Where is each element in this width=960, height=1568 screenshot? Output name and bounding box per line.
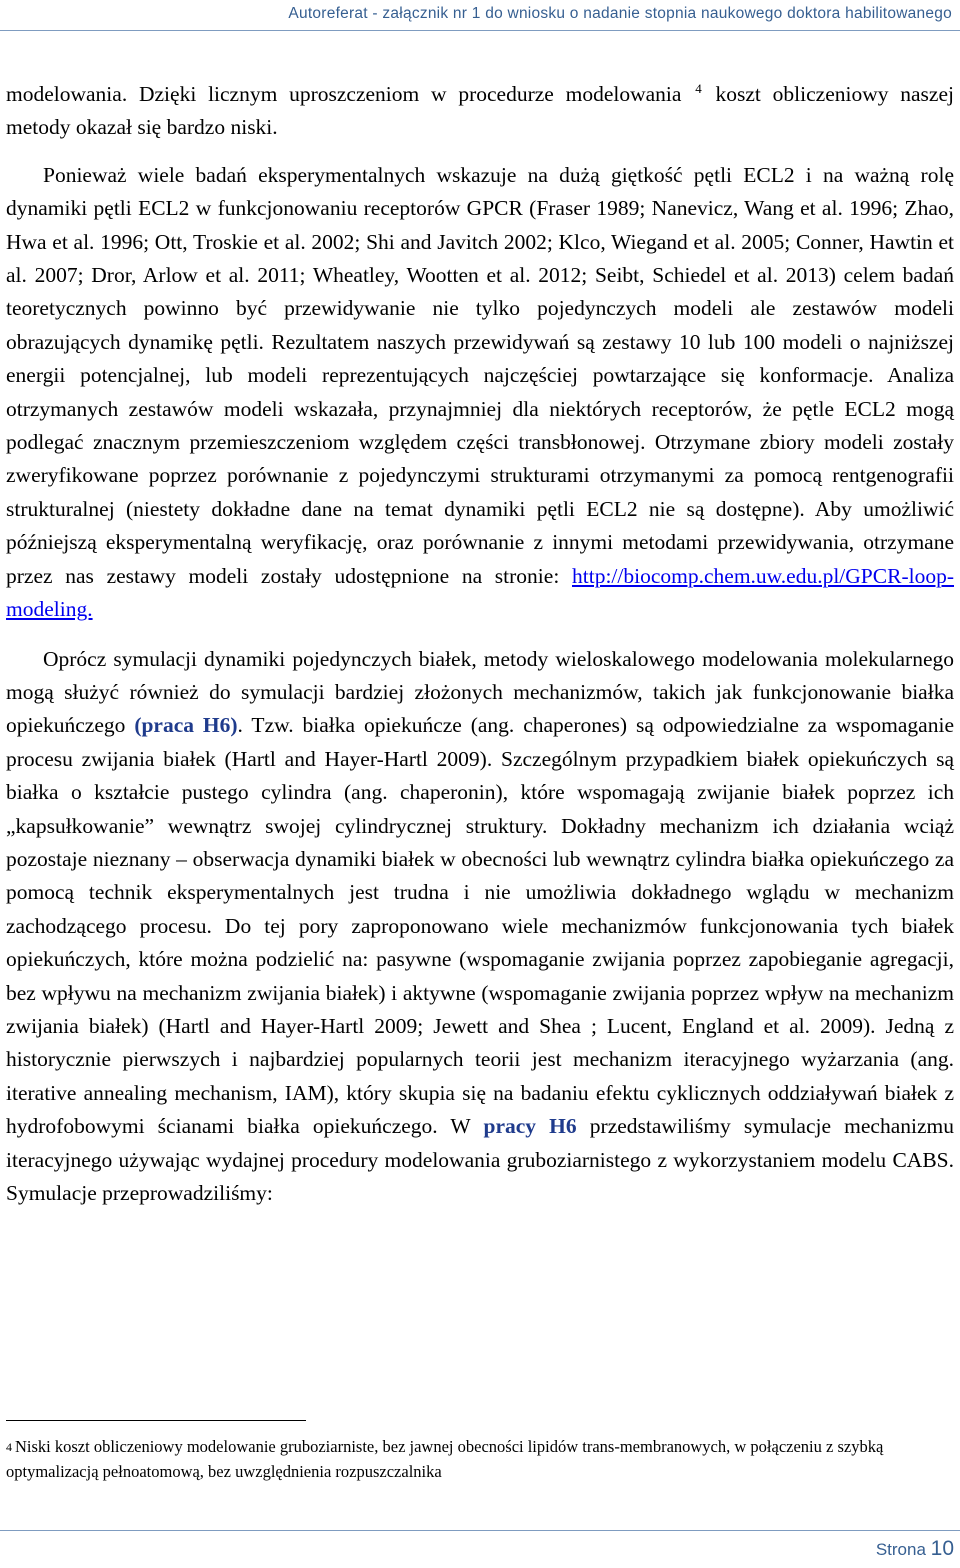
footnote-number: 4 xyxy=(6,1440,12,1454)
footnote-marker[interactable]: 4 xyxy=(695,81,702,96)
paragraph-ecl2: Ponieważ wiele badań eksperymentalnych wskazuje na dużą giętkość pętli ECL2 i na ważną rolę dynamiki pętli ECL2 w funkcjonowaniu receptorów GPCR (Fraser 1989; Nanevicz, Wang et al. 1996; Zhao, Hwa et al. 1996; Ott, Troskie et al. 2002; Shi and Javitch 2002; Klco, Wiegand et al. 2005; Conner, Hawtin et al. 2007; Dror, Arlow et al. 2011; Wheatley, Wootten et al. 2012; Seibt, Schiedel et al. 2013) celem badań teoretycznych powinno być przewidywanie nie tylko pojedynczych modeli ale zestawów modeli obrazujących dynamikę pętli. Rezultatem naszych przewidywań są zestawy 10 lub 100 modeli o najniższej energii potencjalnej, lub modeli reprezentujących najczęściej powtarzające się konformacje. Analiza otrzymanych zestawów modeli wskazała, przynajmniej dla niektórych receptorów, że pętle ECL2 mogą podlegać znacznym przemieszczeniom względem części transbłonowej. Otrzymane zbiory modeli zostały zweryfikowane poprzez porównanie z pojedynczymi strukturami otrzymanymi za pomocą rentgenografii strukturalnej (niestety dokładne dane na temat dynamiki pętli ECL2 nie są dostępne). Aby umożliwić późniejszą eksperymentalną weryfikację, oraz porównanie z innymi metodami przewidywania, otrzymane przez nas zestawy modeli zostały udostępnione na stronie: http://biocomp.chem.uw.edu.pl/GPCR-loop-modeling. xyxy=(6,162,954,622)
footnote xyxy=(6,1434,954,1484)
paragraph-chaperones: Oprócz symulacji dynamiki pojedynczych białek, metody wieloskalowego modelowania molekularnego mogą służyć również do symulacji bardziej złożonych mechanizmów, takich jak funkcjonowanie białka opiekuńczego (praca H6). Tzw. białka opiekuńcze (ang. chaperones) są odpowiedzialne za wspomaganie procesu zwijania białek (Hartl and Hayer-Hartl 2009). Szczególnym przypadkiem białek opiekuńczych są białka o kształcie pustego cylindra (ang. chaperonin), które wspomagają zwijanie białek poprzez ich „kapsułkowanie” wewnątrz swojej cylindrycznej struktury. Dokładny mechanizm ich działania wciąż pozostaje nieznany – obserwacja dynamiki białek w obecności lub wewnątrz cylindra białka opiekuńczego za pomocą technik eksperymentalnych jest trudna i nie umożliwia dokładnego wglądu w mechanizm zachodzącego procesu. Do tej pory zaproponowano wiele mechanizmów funkcjonowania tych białek opiekuńczych, które można podzielić na: pasywne (wspomaganie zwijania poprzez zapobieganie agregacji, bez wpływu na mechanizm zwijania białek) i aktywne (wspomaganie zwijania poprzez wpływ na mechanizm zwijania białek) (Hartl and Hayer-Hartl 2009; Jewett and Shea ; Lucent, England et al. 2009). Jedną z historycznie pierwszych i najbardziej popularnych teorii jest mechanizm iteracyjnego wyżarzania (ang. iterative annealing mechanism, IAM), który skupia się na badaniu efektu cyklicznych oddziaływań białek z hydrofobowymi ścianami białka opiekuńczego. W pracy H6 przedstawiliśmy symulacje mechanizmu iteracyjnego używając wydajnej procedury modelowania gruboziarnistego z wykorzystaniem modelu CABS. Symulacje przeprowadziliśmy: xyxy=(6,646,954,1205)
gpcr-loop-modeling-link[interactable]: http://biocomp.chem.uw.edu.pl/GPCR-loop-modeling. xyxy=(6,563,954,622)
document-body xyxy=(6,78,954,1210)
footnote-separator xyxy=(6,1420,306,1421)
footer-separator xyxy=(0,1530,960,1531)
page-footer xyxy=(876,1537,954,1561)
reference-h6-second: pracy H6 xyxy=(483,1114,577,1139)
footer-label: Strona xyxy=(875,1540,926,1559)
paragraph-intro: modelowania. Dzięki licznym uproszczeniom w procedurze modelowania $^4$ koszt obliczeniowy naszej metody okazał się bardzo niski. xyxy=(6,81,954,140)
page-number: 10 xyxy=(930,1537,954,1560)
running-header: Autoreferat - załącznik nr 1 do wniosku o nadanie stopnia naukowego doktora habilitowanego xyxy=(0,0,960,31)
reference-h6: (praca H6) xyxy=(134,713,238,738)
footnote-text: Niski koszt obliczeniowy modelowanie gruboziarniste, bez jawnej obecności lipidów trans-membranowych, w połączeniu z szybką optymalizacją pełnoatomową, bez uwzględnienia rozpuszczalnika xyxy=(6,1437,884,1481)
